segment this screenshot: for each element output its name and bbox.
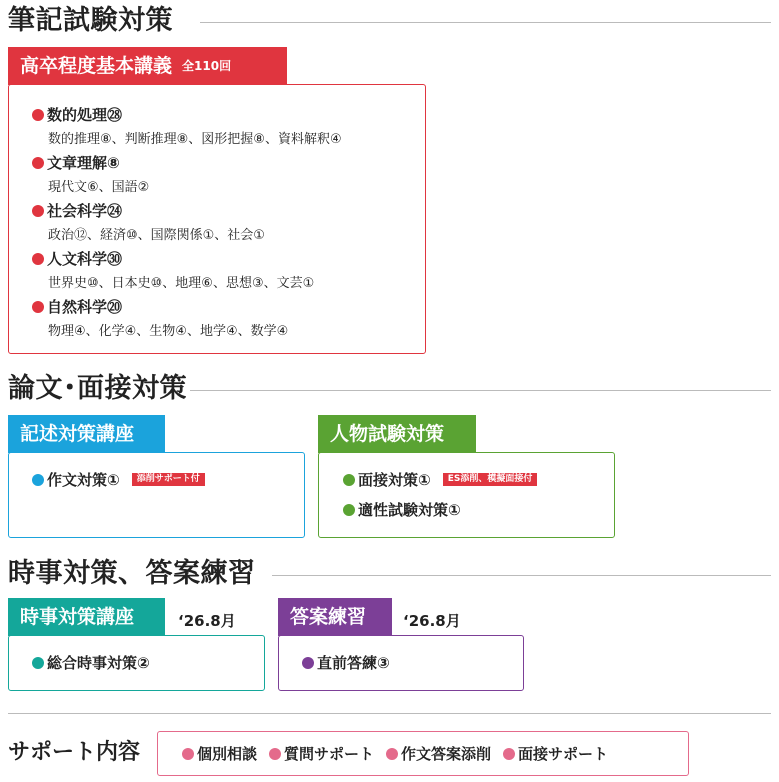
practice-course-date: ‘26.8月 [403, 612, 461, 630]
practice-course-label: 答案練習 [290, 605, 367, 628]
bullet-dot [32, 657, 44, 669]
personal-item-aptitude [343, 499, 461, 520]
support-item-label: 質問サポート [284, 745, 375, 763]
section-divider [8, 713, 771, 714]
section-title-essay-interview: 論文･面接対策 [8, 373, 187, 404]
writing-course-tab [8, 415, 165, 453]
basic-item-social [32, 200, 122, 221]
basic-item-sub: 世界史⑩、日本史⑩、地理⑥、思想③、文芸① [48, 276, 315, 291]
bullet-dot [302, 657, 314, 669]
support-item [386, 743, 491, 764]
basic-course-count: 全110回 [182, 59, 232, 73]
personal-course-box [318, 452, 615, 538]
section-divider [190, 390, 771, 391]
section-title-current: 時事対策、答案練習 [8, 558, 256, 589]
bullet-dot [343, 504, 355, 516]
practice-item [302, 652, 390, 673]
basic-item-title: 文章理解⑧ [47, 154, 120, 172]
support-item [269, 743, 374, 764]
support-item [503, 743, 608, 764]
practice-item-title: 直前答練③ [317, 654, 390, 672]
current-item-title: 総合時事対策② [47, 654, 150, 672]
writing-item [32, 469, 205, 490]
personal-item-interview [343, 469, 537, 490]
basic-item-reading [32, 152, 120, 173]
basic-item-humanities [32, 248, 122, 269]
bullet-dot [32, 301, 44, 313]
bullet-dot [503, 748, 515, 760]
current-item [32, 652, 150, 673]
support-item-label: 作文答案添削 [401, 745, 492, 763]
bullet-dot [182, 748, 194, 760]
basic-item-sub: 政治⑫、経済⑩、国際関係①、社会① [48, 228, 265, 243]
bullet-dot [32, 109, 44, 121]
bullet-dot [32, 205, 44, 217]
current-course-tab [8, 598, 165, 636]
bullet-dot [32, 157, 44, 169]
bullet-dot [32, 253, 44, 265]
bullet-dot [32, 474, 44, 486]
personal-item-title: 適性試験対策① [358, 501, 461, 519]
basic-item-sub: 現代文⑥、国語② [48, 180, 150, 195]
support-title: サポート内容 [8, 740, 141, 765]
basic-item-sub: 数的推理⑧、判断推理⑧、図形把握⑧、資料解釈④ [48, 132, 342, 147]
section-divider [272, 575, 771, 576]
support-item [182, 743, 257, 764]
bullet-dot [269, 748, 281, 760]
writing-item-title: 作文対策① [47, 471, 120, 489]
personal-course-label: 人物試験対策 [330, 422, 445, 445]
writing-course-box [8, 452, 305, 538]
personal-course-tab [318, 415, 476, 453]
basic-item-title: 人文科学㉚ [47, 250, 123, 268]
support-item-label: 個別相談 [197, 745, 258, 763]
basic-item-sub: 物理④、化学④、生物④、地学④、数学④ [48, 324, 289, 339]
support-item-label: 面接サポート [518, 745, 609, 763]
basic-item-title: 社会科学㉔ [47, 202, 123, 220]
section-divider [200, 22, 771, 23]
basic-course-tab [8, 47, 287, 85]
personal-item-title: 面接対策① [358, 471, 431, 489]
writing-badge: 添削サポート付 [132, 473, 205, 487]
practice-course-tab [278, 598, 392, 636]
basic-item-science [32, 296, 122, 317]
support-box [157, 731, 689, 776]
bullet-dot [343, 474, 355, 486]
bullet-dot [386, 748, 398, 760]
writing-course-label: 記述対策講座 [20, 422, 135, 445]
current-course-label: 時事対策講座 [20, 605, 135, 628]
basic-item-math [32, 104, 122, 125]
current-course-date: ‘26.8月 [178, 612, 236, 630]
section-title-written: 筆記試験対策 [8, 5, 173, 36]
personal-badge: ES添削、模擬面接付 [443, 473, 538, 487]
basic-item-title: 数的処理㉘ [47, 106, 123, 124]
basic-course-label: 高卒程度基本講義 [20, 54, 173, 77]
basic-item-title: 自然科学⑳ [47, 298, 123, 316]
